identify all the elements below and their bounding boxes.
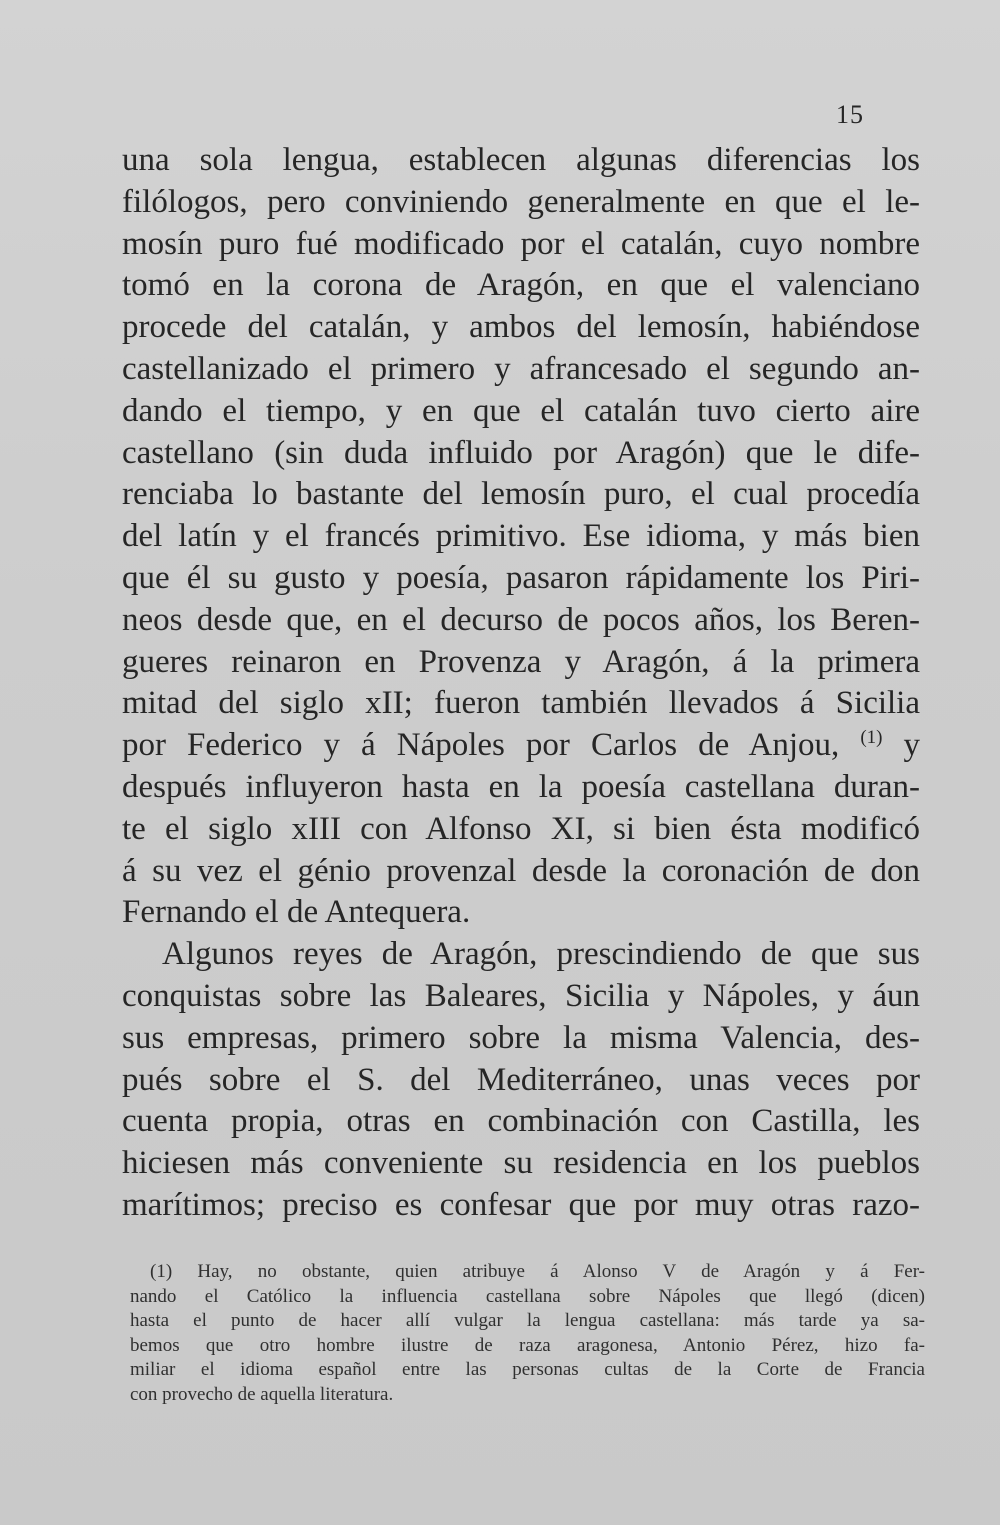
body-line: dando el tiempo, y en que el catalán tuvo cierto aire xyxy=(122,392,920,429)
body-line: te el siglo xIII con Alfonso XI, si bien ésta modificó xyxy=(122,810,920,847)
footnote-line: (1) Hay, no obstante, quien atribuye á Alonso V de Aragón y á Fer- xyxy=(150,1261,925,1282)
body-line: mosín puro fué modificado por el catalán, cuyo nombre xyxy=(122,225,920,262)
footnote-line: hasta el punto de hacer allí vulgar la lengua castellana: más tarde ya sa- xyxy=(130,1310,925,1332)
body-line: renciaba lo bastante del lemosín puro, el cual procedía xyxy=(122,476,920,513)
body-line-text: por Federico y á Nápoles por Carlos de Anjou, xyxy=(122,727,840,764)
body-line: mitad del siglo xII; fueron también llevados á Sicilia xyxy=(122,685,920,722)
body-line: neos desde que, en el decurso de pocos años, los Beren- xyxy=(122,601,920,638)
body-line: una sola lengua, establecen algunas diferencias los xyxy=(122,142,920,178)
footnote-line: nando el Católico la influencia castellana sobre Nápoles que llegó (dicen) xyxy=(130,1285,925,1307)
page-number: 15 xyxy=(836,100,864,129)
body-line: hiciesen más conveniente su residencia en los pueblos xyxy=(122,1145,920,1182)
body-line: después influyeron hasta en la poesía castellana duran- xyxy=(122,768,920,805)
footnotes xyxy=(130,1260,925,1408)
body-line: procede del catalán, y ambos del lemosín, habiéndose xyxy=(122,309,920,346)
footnote-line: miliar el idioma español entre las personas cultas de la Corte de Francia xyxy=(130,1359,925,1381)
body-line: á su vez el génio provenzal desde la coronación de don xyxy=(122,852,920,889)
body-line: castellanizado el primero y afrancesado el segundo an- xyxy=(122,350,920,387)
body-line: castellano (sin duda influido por Aragón) que le dife- xyxy=(122,434,920,471)
body-line: Algunos reyes de Aragón, prescindiendo de que sus xyxy=(162,936,920,973)
body-line: cuenta propia, otras en combinación con Castilla, les xyxy=(122,1103,920,1140)
body-line: Fernando el de Antequera. xyxy=(122,894,471,931)
footnote-line: con provecho de aquella literatura. xyxy=(130,1383,394,1405)
body-line: marítimos; preciso es confesar que por muy otras razo- xyxy=(122,1186,920,1223)
body-line: gueres reinaron en Provenza y Aragón, á la primera xyxy=(122,643,920,680)
body-line: del latín y el francés primitivo. Ese idioma, y más bien xyxy=(122,518,920,555)
body-line: sus empresas, primero sobre la misma Valencia, des- xyxy=(122,1019,920,1056)
body-line: que él su gusto y poesía, pasaron rápidamente los Piri- xyxy=(122,559,920,596)
body-line: filólogos, pero conviniendo generalmente en que el le- xyxy=(122,183,920,220)
footnote-reference[interactable]: (1) xyxy=(860,727,883,749)
body-line: conquistas sobre las Baleares, Sicilia y Nápoles, y áun xyxy=(122,977,920,1014)
footnote-line: bemos que otro hombre ilustre de raza aragonesa, Antonio Pérez, hizo fa- xyxy=(130,1334,925,1356)
body-line: tomó en la corona de Aragón, en que el valenciano xyxy=(122,267,920,304)
body-line-with-footnote xyxy=(122,725,920,767)
body-text xyxy=(122,140,920,1227)
body-line: pués sobre el S. del Mediterráneo, unas veces por xyxy=(122,1061,920,1098)
body-line-tail: y xyxy=(903,727,921,764)
